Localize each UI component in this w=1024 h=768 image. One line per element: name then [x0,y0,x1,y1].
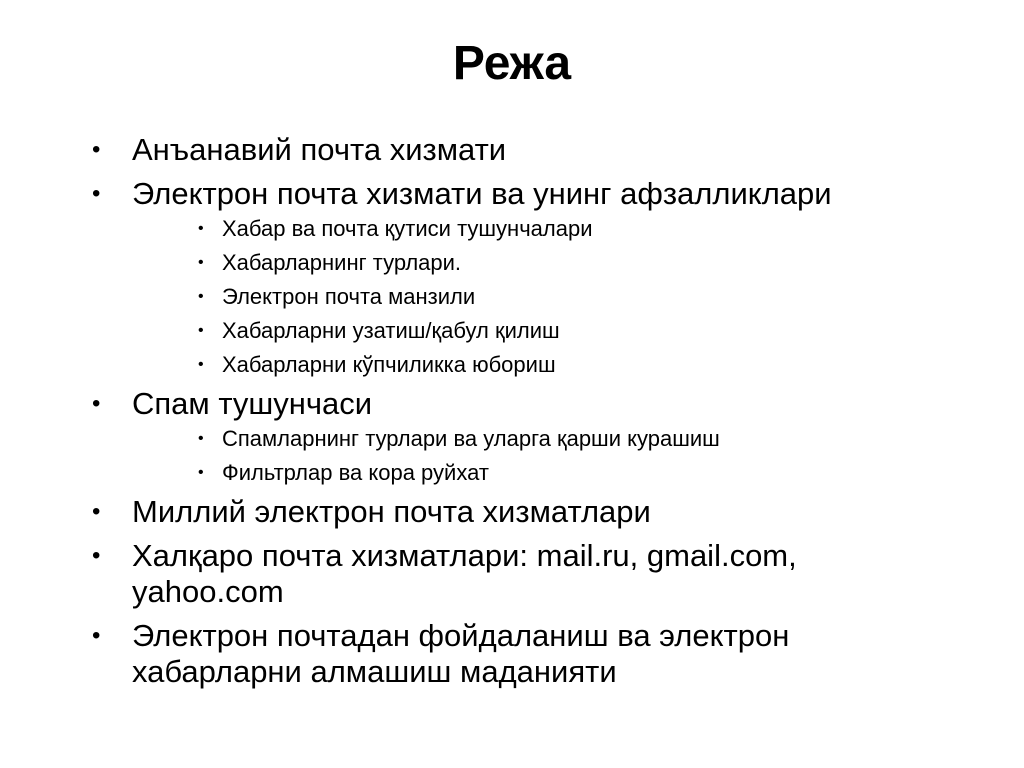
bullet-icon: • [92,180,101,207]
list-item [92,176,952,212]
list-item-text: Анъанавий почта хизмати [132,132,507,167]
sub-list-item [198,216,952,242]
bullet-icon: • [198,356,204,373]
list-item [92,386,952,422]
bullet-icon: • [198,254,204,271]
bullet-icon: • [92,498,101,525]
bullet-icon: • [198,430,204,447]
list-item [92,618,952,690]
list-item [92,538,952,610]
sub-list-item-text: Хабар ва почта қутиси тушунчалари [222,216,593,241]
bullet-icon: • [92,622,101,649]
sub-list-item-text: Хабарларни кўпчиликка юбориш [222,352,556,377]
bullet-icon: • [198,220,204,237]
bullet-icon: • [198,322,204,339]
list-item [92,132,952,168]
sub-list-item-text: Хабарларни узатиш/қабул қилиш [222,318,560,343]
bullet-icon: • [92,542,101,569]
sub-list-item-text: Фильтрлар ва кора руйхат [222,460,489,485]
list-item-text: Халқаро почта хизматлари: mail.ru, gmail.com, yahoo.com [132,538,797,609]
sub-list-item [198,460,952,486]
sub-list-item [198,426,952,452]
bullet-icon: • [198,288,204,305]
bullet-icon: • [198,464,204,481]
list-item [92,494,952,530]
list-item-text: Миллий электрон почта хизматлари [132,494,651,529]
bullet-icon: • [92,136,101,163]
sub-list [198,216,952,378]
list-item-text: Электрон почта хизмати ва унинг афзалликлари [132,176,832,211]
sub-list-item [198,250,952,276]
bullet-list [92,132,952,698]
sub-list-item [198,352,952,378]
sub-list-item-text: Электрон почта манзили [222,284,476,309]
list-item-text: Спам тушунчаси [132,386,373,421]
sub-list [198,426,952,486]
sub-list-item [198,284,952,310]
sub-list-item-text: Спамларнинг турлари ва уларга қарши курашиш [222,426,720,451]
slide-title: Режа [452,37,572,90]
sub-list-item [198,318,952,344]
sub-list-item-text: Хабарларнинг турлари. [222,250,462,275]
list-item-text: Электрон почтадан фойдаланиш ва электрон хабарларни алмашиш маданияти [132,618,790,689]
bullet-icon: • [92,390,101,417]
